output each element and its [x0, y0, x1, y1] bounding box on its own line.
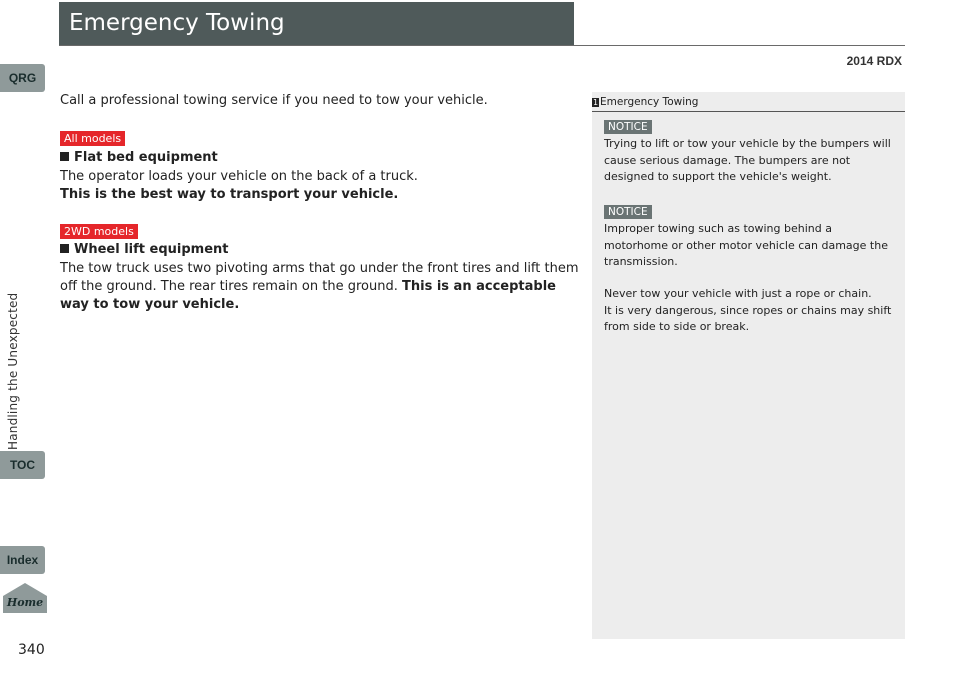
square-bullet-icon [60, 152, 69, 161]
notice-text-bumpers: Trying to lift or tow your vehicle by the bumpers will cause serious damage. The bumpers are not designed to support the vehicle's weight. [604, 137, 891, 183]
section-heading-wheel-lift: Wheel lift equipment [60, 242, 229, 257]
qrg-button[interactable]: QRG [0, 64, 45, 92]
reference-marker: 1 [592, 98, 599, 107]
notice-text-transmission: Improper towing such as towing behind a motorhome or other motor vehicle can damage the transmission. [604, 222, 888, 268]
index-button[interactable]: Index [0, 546, 45, 574]
wheel-lift-description: The tow truck uses two pivoting arms that go under the front tires and lift them off the ground. The rear tires remain on the ground. [60, 261, 579, 294]
notes-heading: 1 Emergency Towing [592, 96, 905, 112]
wheel-lift-emphasis: This is an acceptable way to tow your vehicle. [60, 279, 556, 312]
section-heading-flat-bed: Flat bed equipment [60, 150, 218, 165]
home-label: Home [6, 596, 44, 609]
notice-label: NOTICE [604, 205, 652, 219]
toc-button[interactable]: TOC [0, 451, 45, 479]
page-number: 340 [18, 642, 45, 658]
badge-all-models: All models [60, 131, 125, 146]
section-text-wheel-lift [60, 260, 580, 314]
home-icon [2, 582, 48, 614]
flat-bed-description: The operator loads your vehicle on the back of a truck. [60, 169, 418, 184]
title-divider [59, 45, 905, 46]
warning-text-rope: Never tow your vehicle with just a rope or chain. It is very dangerous, since ropes or chains may shift from side to side or break. [604, 287, 892, 333]
home-button[interactable] [2, 582, 48, 614]
square-bullet-icon [60, 244, 69, 253]
notice-label: NOTICE [604, 120, 652, 134]
section-tab-label: Handling the Unexpected [6, 292, 20, 450]
section-text-flat-bed [60, 168, 580, 204]
badge-2wd-models: 2WD models [60, 224, 138, 239]
model-year: 2014 RDX [846, 54, 902, 68]
flat-bed-emphasis: This is the best way to transport your vehicle. [60, 187, 399, 202]
page-title: Emergency Towing [59, 2, 574, 45]
intro-text: Call a professional towing service if you need to tow your vehicle. [60, 93, 488, 108]
